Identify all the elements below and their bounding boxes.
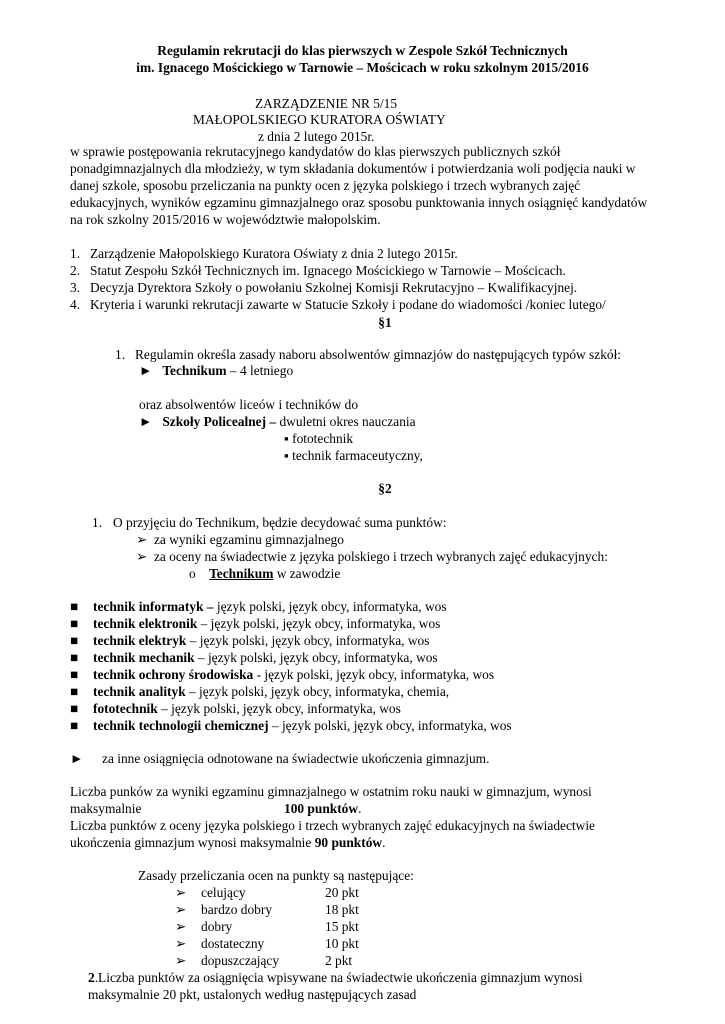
profession-name: technik mechanik [93,650,195,665]
s1-policealna-line [139,413,416,430]
other-achievements-line [70,750,489,767]
arrow-icon: ► [139,414,153,429]
square-bullet-icon: ■ [70,616,79,631]
grade-points: 18 pkt [325,902,359,917]
source-text: Kryteria i warunki rekrutacji zawarte w Statucie Szkoły i podane do wiadomości /koniec lutego/ [90,297,606,312]
square-bullet-icon: ■ [70,599,79,614]
section-mark-2: §2 [378,481,392,496]
source-text: Decyzja Dyrektora Szkoły o powołaniu Szkolnej Komisji Rekrutacyjno – Kwalifikacyjnej. [90,280,578,295]
points-grades-max [70,834,385,851]
decree-authority: MAŁOPOLSKIEGO KURATORA OŚWIATY [193,112,446,127]
s1-item-text: Regulamin określa zasady naboru absolwentów gimnazjów do następujących typów szkół: [135,347,622,362]
decree-line: ponadgimnazjalnych dla młodzieży, w tym składania dokumentów i potwierdzania woli podjęcia nauki w [70,161,636,176]
square-bullet-icon: ■ [70,718,79,733]
profession-row [70,598,447,615]
bullet-icon: ▪ [284,431,289,446]
profession-subjects: – język polski, język obcy, informatyka, wos [197,616,441,631]
profession-subjects: – język polski, język obcy, informatyka, wos [194,650,438,665]
header-line-2: im. Ignacego Mościckiego w Tarnowie – Mościcach w roku szkolnym 2015/2016 [136,60,589,75]
check-arrow-icon: ➢ [175,885,187,900]
points-exam-max-value: 100 punktów [284,801,359,816]
square-bullet-icon: ■ [70,633,79,648]
policealna-item-label: fototechnik [292,431,354,446]
s2-criterion-text: za wyniki egzaminu gimnazjalnego [153,532,344,547]
source-number: 4. [70,297,81,312]
s1-graduates-text: oraz absolwentów liceów i techników do [139,397,359,412]
achievements-text: maksymalnie 20 pkt, ustalonych według następujących zasad [88,987,417,1002]
source-number: 3. [70,280,81,295]
circle-bullet-icon: o [189,566,196,581]
check-arrow-icon: ➢ [175,953,187,968]
decree-line: na rok szkolny 2015/2016 w województwie małopolskim. [70,212,381,227]
policealna-item-label: technik farmaceutyczny, [292,448,423,463]
profession-name: technik informatyk – [93,599,214,614]
s2-criterion [136,531,344,548]
header-line-1: Regulamin rekrutacji do klas pierwszych w Zespole Szkół Technicznych [157,43,568,58]
profession-subjects: - język polski, język obcy, informatyka, wos [253,667,495,682]
points-exam-max [284,800,361,817]
policealna-label: Szkoły Policealnej – [162,414,277,429]
arrow-icon: ► [139,363,153,378]
points-text: Liczba punktów z oceny języka polskiego i trzech wybranych zajęć edukacyjnych na świadectwie [70,818,595,833]
decree-line: w sprawie postępowania rekrutacyjnego kandydatów do klas pierwszych publicznych szkół [70,144,561,159]
grade-name: celujący [201,885,246,900]
profession-name: technik ochrony środowiska [93,667,254,682]
conversion-intro: Zasady przeliczania ocen na punkty są następujące: [138,868,414,883]
grade-points: 2 pkt [325,953,353,968]
grade-row [175,884,359,901]
source-text: Statut Zespołu Szkół Technicznych im. Ignacego Mościckiego w Tarnowie – Mościcach. [90,263,566,278]
grade-points: 10 pkt [325,936,359,951]
s2-item-number: 1. [92,515,103,530]
check-arrow-icon: ➢ [136,549,148,564]
other-achievements-text: za inne osiągnięcia odnotowane na świadectwie ukończenia gimnazjum. [102,751,490,766]
profession-subjects: – język polski, język obcy, informatyka, wos [268,718,512,733]
achievements-number: 2 [88,970,95,985]
check-arrow-icon: ➢ [175,919,187,934]
grade-row [175,952,352,969]
square-bullet-icon: ■ [70,667,79,682]
grade-row [175,901,359,918]
profession-subjects: – język polski, język obcy, informatyka, chemia, [185,684,450,699]
decree-date: z dnia 2 lutego 2015r. [258,129,375,144]
profession-row [70,717,512,734]
policealna-item [284,430,353,447]
profession-subjects: język polski, język obcy, informatyka, wos [213,599,447,614]
s1-item-number: 1. [115,347,126,362]
grade-points: 20 pkt [325,885,359,900]
points-text-max-label: maksymalnie [70,801,142,816]
profession-row [70,666,494,683]
grade-name: dobry [201,919,233,934]
check-arrow-icon: ➢ [136,532,148,547]
policealna-duration: dwuletni okres nauczania [276,414,416,429]
points-grades-max-dot: . [382,835,386,850]
square-bullet-icon: ■ [70,650,79,665]
decree-line: edukacyjnych, wyników egzaminu gimnazjalnego oraz sposobu punktowania innych osiągnięć kandydatów [70,195,648,210]
grade-name: bardzo dobry [201,902,273,917]
profession-row [70,649,438,666]
grade-row [175,935,359,952]
square-bullet-icon: ■ [70,684,79,699]
grade-points: 15 pkt [325,919,359,934]
achievements-text: .Liczba punktów za osiągnięcia wpisywane na świadectwie ukończenia gimnazjum wynosi [94,970,583,985]
technikum-duration: – 4 letniego [226,363,294,378]
technikum-label: Technikum [209,566,274,581]
grade-row [175,918,359,935]
profession-name: technik analityk [93,684,186,699]
source-number: 2. [70,263,81,278]
points-text: Liczba punków za wyniki egzaminu gimnazjalnego w ostatnim roku nauki w gimnazjum, wynosi [70,784,592,799]
profession-name: technik technologii chemicznej [93,718,269,733]
points-grades-max-label: ukończenia gimnazjum wynosi maksymalnie [70,835,315,850]
profession-name: fototechnik [93,701,158,716]
check-arrow-icon: ➢ [175,936,187,951]
s2-criterion-text: za oceny na świadectwie z języka polskiego i trzech wybranych zajęć edukacyjnych: [153,549,608,564]
decree-title: ZARZĄDZENIE NR 5/15 [255,96,398,111]
points-exam-max-dot: . [358,801,362,816]
square-bullet-icon: ■ [70,701,79,716]
s2-technikum-line [189,565,340,582]
section-mark-1: §1 [378,315,392,330]
bullet-icon: ▪ [284,448,289,463]
profession-row [70,632,429,649]
grade-name: dopuszczający [201,953,280,968]
arrow-icon: ► [70,751,84,766]
profession-subjects: – język polski, język obcy, informatyka, wos [186,633,430,648]
profession-row [70,700,401,717]
check-arrow-icon: ➢ [175,902,187,917]
decree-line: danej szkole, sposobu przeliczania na punkty ocen z języka polskiego i trzech wybranych zajęć [70,178,581,193]
technikum-label: Technikum [162,363,227,378]
achievements-line [88,969,583,986]
profession-row [70,615,440,632]
profession-subjects: – język polski, język obcy, informatyka, wos [157,701,401,716]
s2-criterion [136,548,608,565]
s1-technikum-line [139,362,293,379]
profession-row [70,683,449,700]
grade-name: dostateczny [201,936,265,951]
source-number: 1. [70,246,81,261]
technikum-suffix: w zawodzie [273,566,341,581]
profession-name: technik elektronik [93,616,198,631]
policealna-item [284,447,423,464]
profession-name: technik elektryk [93,633,187,648]
points-grades-max-value: 90 punktów [314,835,383,850]
s2-item-text: O przyjęciu do Technikum, będzie decydować suma punktów: [113,515,447,530]
source-text: Zarządzenie Małopolskiego Kuratora Oświaty z dnia 2 lutego 2015r. [90,246,458,261]
